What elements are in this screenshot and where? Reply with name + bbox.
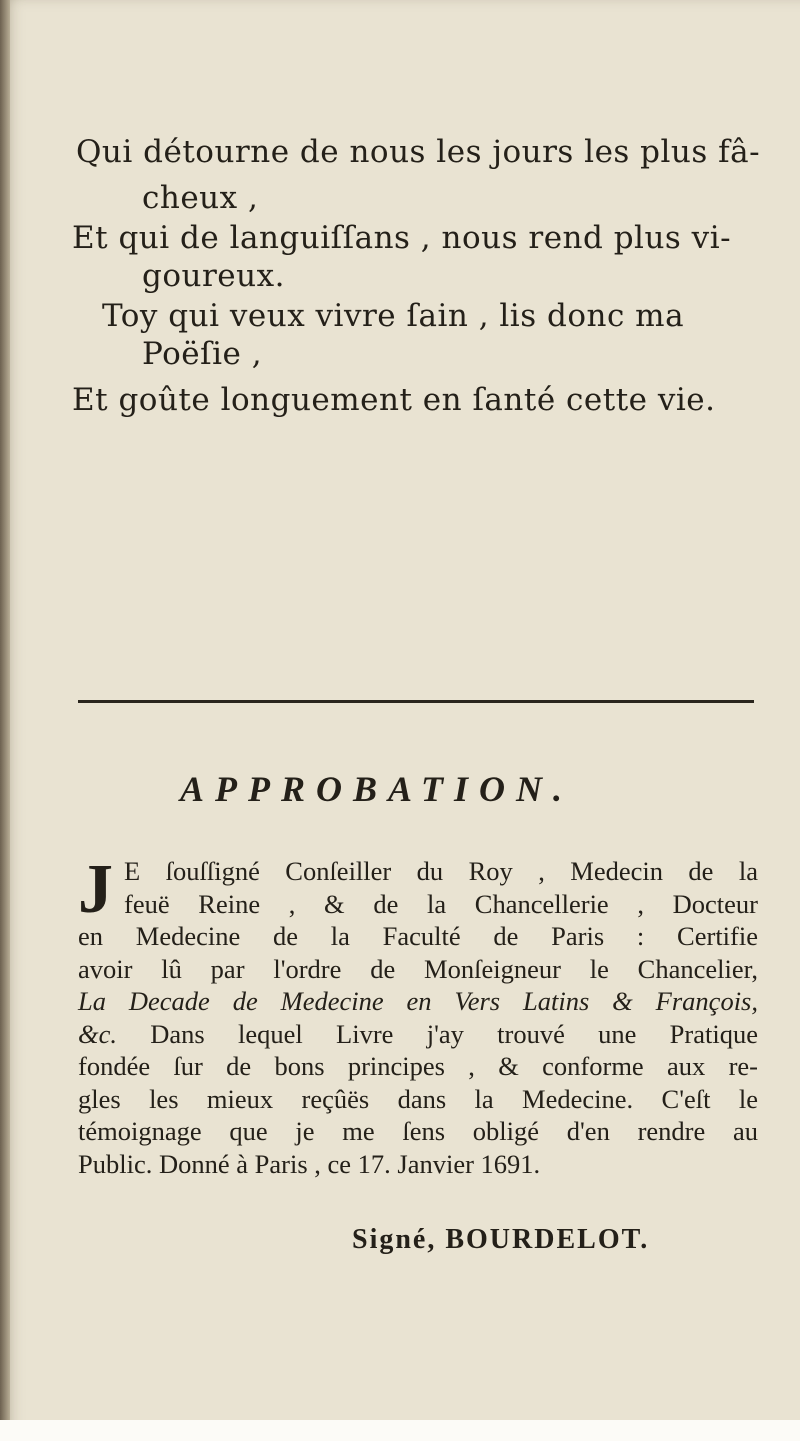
poem-line-5: Toy qui veux vivre ſain , lis donc ma — [102, 298, 685, 334]
body-line-2: feuë Reine , & de la Chancellerie , Docteur — [124, 888, 758, 919]
body-line-6-rest: Dans lequel Livre j'ay trouvé une Pratique — [117, 1018, 758, 1049]
poem-line-2: cheux , — [142, 180, 259, 216]
scan-margin — [0, 1420, 800, 1441]
body-line-10: Public. Donné à Paris , ce 17. Janvier 1691. — [78, 1148, 541, 1179]
body-line-9: témoignage que je me ſens obligé d'en rendre au — [78, 1116, 758, 1146]
binding-shadow — [0, 0, 10, 1441]
body-line-7: fondée ſur de bons principes , & conforme aux re- — [78, 1051, 758, 1081]
approbation-heading: APPROBATION. — [180, 769, 574, 809]
body-line-1: E ſouſſigné Conſeiller du Roy , Medecin de la — [124, 856, 758, 886]
poem-line-6: Poëſie , — [142, 336, 263, 372]
signature: Signé, BOURDELOT. — [352, 1224, 650, 1255]
body-line-4: avoir lû par l'ordre de Monſeigneur le Chancelier, — [78, 953, 758, 984]
body-line-8: gles les mieux reçûës dans la Medecine. C'eſt le — [78, 1083, 758, 1114]
body-line-6 — [78, 1018, 758, 1051]
body-line-3: en Medecine de la Faculté de Paris : Certifie — [78, 921, 758, 951]
poem-line-4: goureux. — [142, 258, 285, 294]
poem-line-1: Qui détourne de nous les jours les plus fâ- — [76, 134, 761, 170]
drop-cap: J — [78, 851, 113, 928]
body-line-6-italic: &c. — [78, 1018, 117, 1049]
approbation-body — [78, 851, 758, 1180]
section-divider — [78, 700, 754, 703]
poem-line-7: Et goûte longuement en ſanté cette vie. — [72, 382, 716, 418]
poem-line-3: Et qui de languiſſans , nous rend plus vi- — [72, 220, 732, 256]
body-line-5: La Decade de Medecine en Vers Latins & François, — [78, 986, 758, 1016]
